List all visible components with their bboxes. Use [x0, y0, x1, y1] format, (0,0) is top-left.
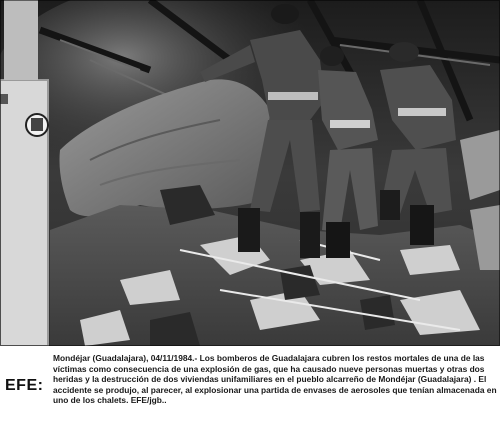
- caption-area: [0, 346, 500, 424]
- photo-caption: Mondéjar (Guadalajara), 04/11/1984.- Los bomberos de Guadalajara cubren los restos mortales de una de las víctimas como consecuencia de una explosión de gas, que ha causado nueve personas muertas y otras dos heridas y la destrucción de dos viviendas unifamiliares en el pueblo alcarreño de Mondéjar (Guadalajara) . El accidente se produjo, al parecer, al explosionar una partida de envases de aerosoles que tenían almacenada en uno de los chalets. EFE/jgb..: [53, 353, 497, 406]
- agency-logo: EFE:: [5, 377, 44, 394]
